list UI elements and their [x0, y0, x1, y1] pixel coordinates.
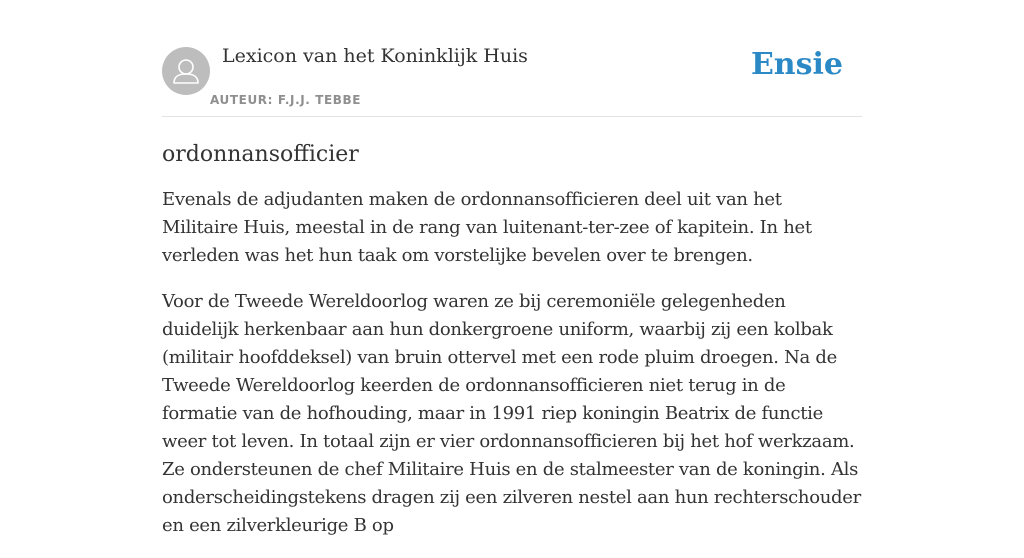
- user-icon: [162, 47, 210, 95]
- author-label: AUTEUR:: [210, 93, 274, 107]
- ensie-logo[interactable]: Ensie: [750, 47, 843, 82]
- entry-title: ordonnansofficier: [162, 142, 359, 167]
- author-name: F.J.J. TEBBE: [277, 93, 362, 107]
- article: [162, 140, 862, 558]
- author-line[interactable]: [210, 93, 361, 107]
- lexicon-title[interactable]: Lexicon van het Koninklijk Huis: [222, 45, 528, 67]
- author-avatar[interactable]: [162, 47, 210, 95]
- header: [162, 0, 862, 117]
- article-paragraph-2: Voor de Tweede Wereldoorlog waren ze bij ceremoniële gelegenheden duidelijk herkenbaar aan hun donkergroene uniform, waarbij zij een kolbak (militair hoofddeksel) van bruin ottervel met een rode pluim droegen. Na de Tweede Wereldoorlog keerden de ordonnansofficieren niet terug in de formatie van de hofhouding, maar in 1991 riep koningin Beatrix de functie weer tot leven. In totaal zijn er vier ordonnansofficieren bij het hof werkzaam. Ze ondersteunen de chef Militaire Huis en de stalmeester van de koningin. Als onderscheidingstekens dragen zij een zilveren nestel aan hun rechterschouder en een zilverkleurige B op: [162, 291, 861, 536]
- article-paragraph-1: Evenals de adjudanten maken de ordonnansofficieren deel uit van het Militaire Huis, meestal in de rang van luitenant-ter-zee of kapitein. In het verleden was het hun taak om vorstelijke bevelen over te brengen.: [162, 189, 812, 266]
